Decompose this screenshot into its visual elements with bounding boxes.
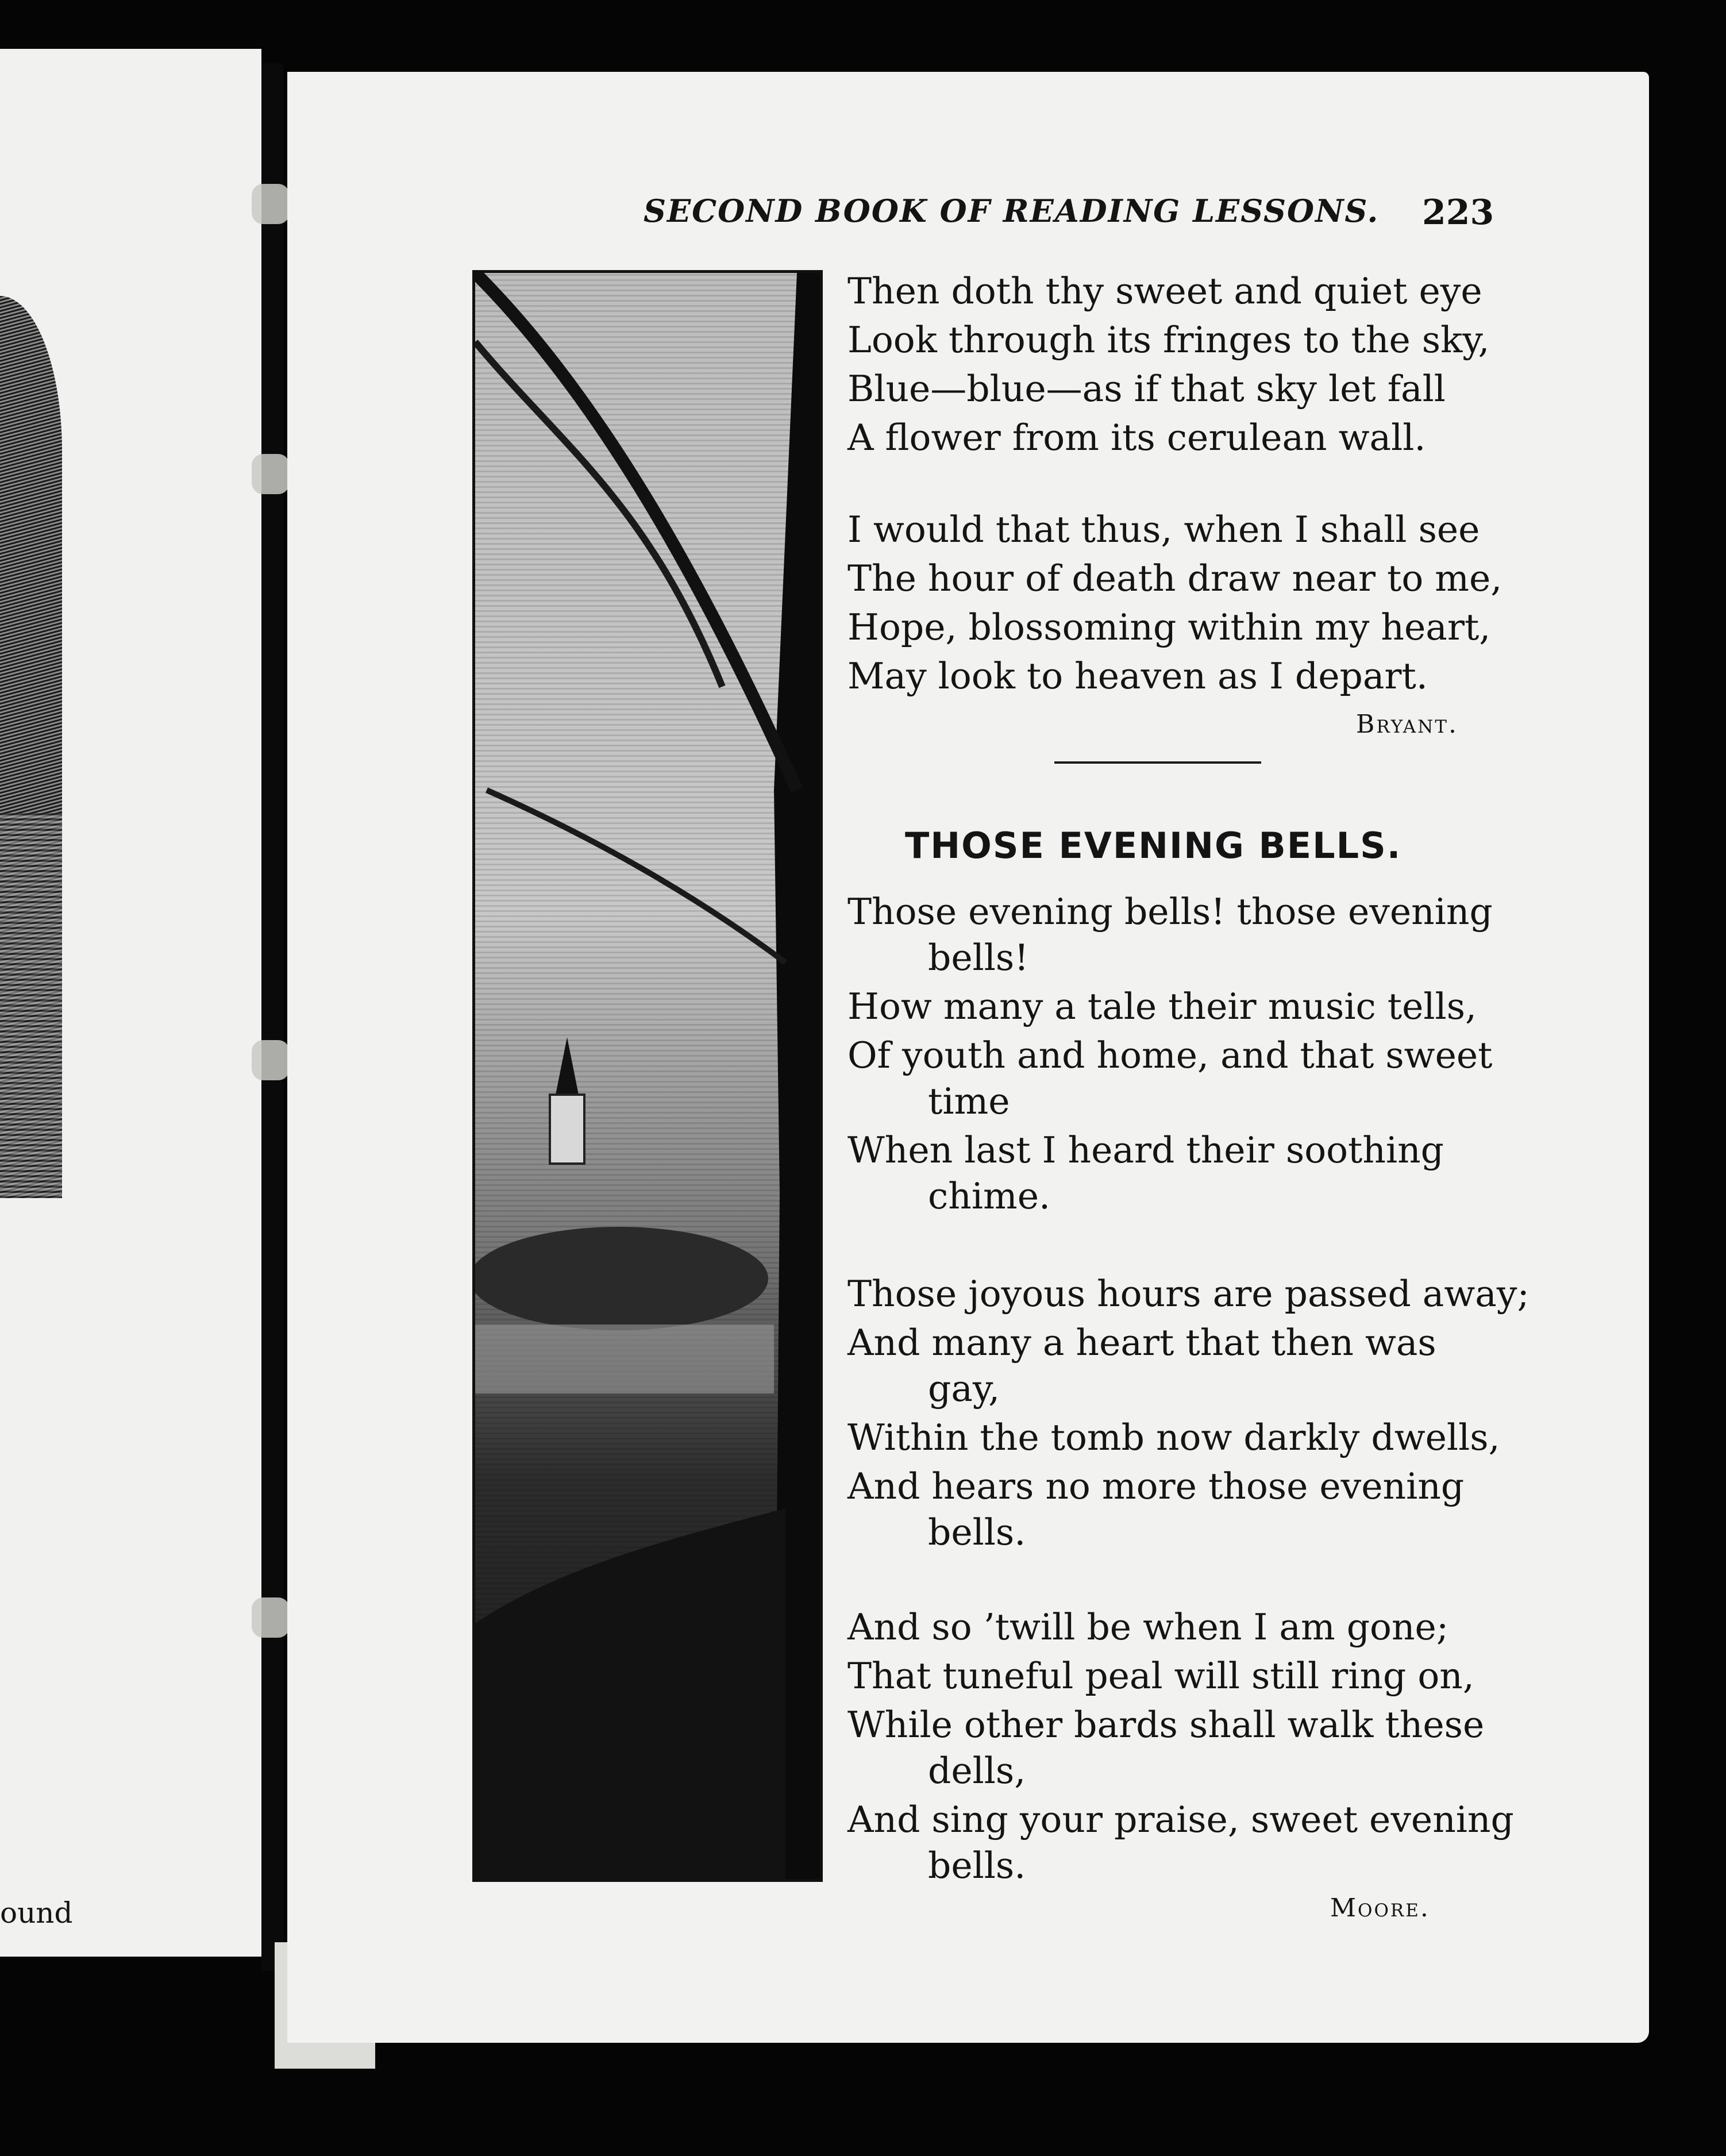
author-signature: Bryant. [1356, 710, 1458, 739]
poem2-line: gay, [928, 1368, 1000, 1410]
poem2-line: dells, [928, 1750, 1026, 1792]
binding-stitch [252, 454, 290, 494]
author-signature: Moore. [1330, 1893, 1430, 1923]
left-page-text-fragment: ound [0, 1896, 73, 1930]
poem2-line: bells. [928, 1511, 1026, 1553]
running-header: SECOND BOOK OF READING LESSONS. [644, 192, 1380, 229]
poem2-line: bells! [928, 937, 1029, 979]
poem1-line: May look to heaven as I depart. [847, 655, 1428, 697]
poem1-line: I would that thus, when I shall see [847, 509, 1480, 550]
poem2-line: And so ’twill be when I am gone; [847, 1606, 1449, 1648]
poem2-line: Those evening bells! those evening [847, 891, 1493, 933]
poem2-line: And sing your praise, sweet evening [847, 1799, 1514, 1841]
poem2-line: time [928, 1080, 1010, 1122]
poem2-line: And many a heart that then was [847, 1322, 1436, 1364]
engraving-art [475, 273, 820, 1879]
poem1-line: A flower from its cerulean wall. [847, 417, 1426, 459]
poem2-line: And hears no more those evening [847, 1465, 1465, 1507]
left-engraving-fragment [0, 296, 62, 1198]
binding-stitch [252, 184, 290, 224]
poem-title: THOSE EVENING BELLS. [905, 825, 1402, 867]
binding-stitch [252, 1597, 290, 1638]
poem2-line: bells. [928, 1845, 1026, 1886]
binding-stitch [252, 1040, 290, 1080]
poem2-line: Of youth and home, and that sweet [847, 1034, 1493, 1076]
poem1-line: Blue—blue—as if that sky let fall [847, 368, 1446, 410]
poem2-line: chime. [928, 1175, 1051, 1217]
poem2-line: How many a tale their music tells, [847, 985, 1477, 1027]
poem2-line: When last I heard their soothing [847, 1129, 1444, 1171]
poem2-line: Those joyous hours are passed away; [847, 1273, 1529, 1315]
landscape-engraving [472, 270, 823, 1882]
poem2-line: Within the tomb now darkly dwells, [847, 1416, 1500, 1458]
poem2-line: While other bards shall walk these [847, 1704, 1485, 1746]
poem1-line: Hope, blossoming within my heart, [847, 606, 1491, 648]
page-number: 223 [1422, 192, 1494, 233]
poem1-line: Then doth thy sweet and quiet eye [847, 270, 1482, 312]
poem1-line: Look through its fringes to the sky, [847, 319, 1490, 361]
book-spine [261, 63, 283, 1971]
left-page [0, 49, 261, 1957]
poem1-line: The hour of death draw near to me, [847, 557, 1502, 599]
poem2-line: That tuneful peal will still ring on, [847, 1655, 1474, 1697]
section-divider [1054, 761, 1261, 764]
